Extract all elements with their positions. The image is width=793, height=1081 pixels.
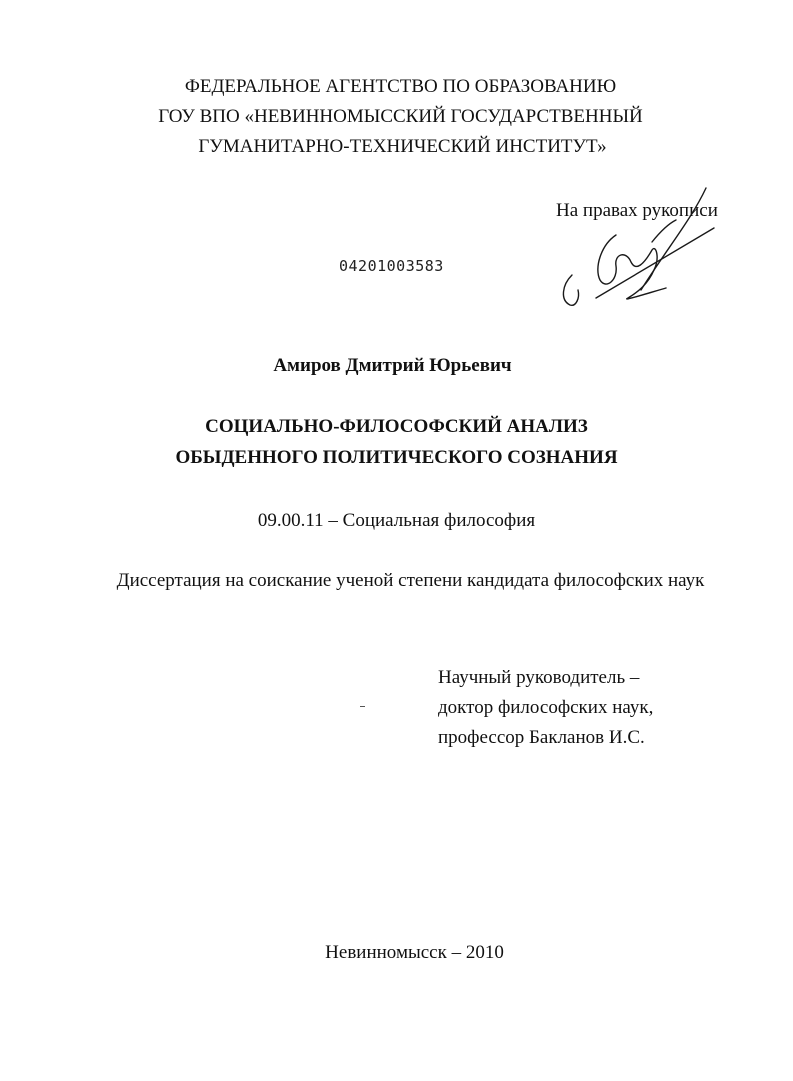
scan-speck — [360, 706, 365, 707]
header-institute-line-1: ГОУ ВПО «НЕВИННОМЫССКИЙ ГОСУДАРСТВЕННЫЙ — [158, 106, 643, 127]
rights-note: На правах рукописи — [556, 200, 718, 221]
header-institute-line-2: ГУМАНИТАРНО-ТЕХНИЧЕСКИЙ ИНСТИТУТ» — [198, 136, 607, 157]
handwritten-signature — [556, 180, 726, 315]
supervisor-degree: доктор философских наук, — [438, 697, 654, 718]
place-and-year: Невинномысск – 2010 — [325, 942, 504, 963]
author-name: Амиров Дмитрий Юрьевич — [273, 355, 512, 376]
dissertation-title-line-1: СОЦИАЛЬНО-ФИЛОСОФСКИЙ АНАЛИЗ — [205, 416, 588, 437]
specialty-code: 09.00.11 – Социальная философия — [257, 510, 536, 531]
supervisor-name: профессор Бакланов И.С. — [438, 727, 645, 748]
supervisor-role: Научный руководитель – — [438, 667, 640, 688]
serial-number: 04201003583 — [339, 257, 444, 275]
degree-statement: Диссертация на соискание ученой степени кандидата философских наук — [116, 570, 705, 591]
header-agency-line: ФЕДЕРАЛЬНОЕ АГЕНТСТВО ПО ОБРАЗОВАНИЮ — [184, 76, 617, 97]
dissertation-title-line-2: ОБЫДЕННОГО ПОЛИТИЧЕСКОГО СОЗНАНИЯ — [175, 447, 618, 468]
